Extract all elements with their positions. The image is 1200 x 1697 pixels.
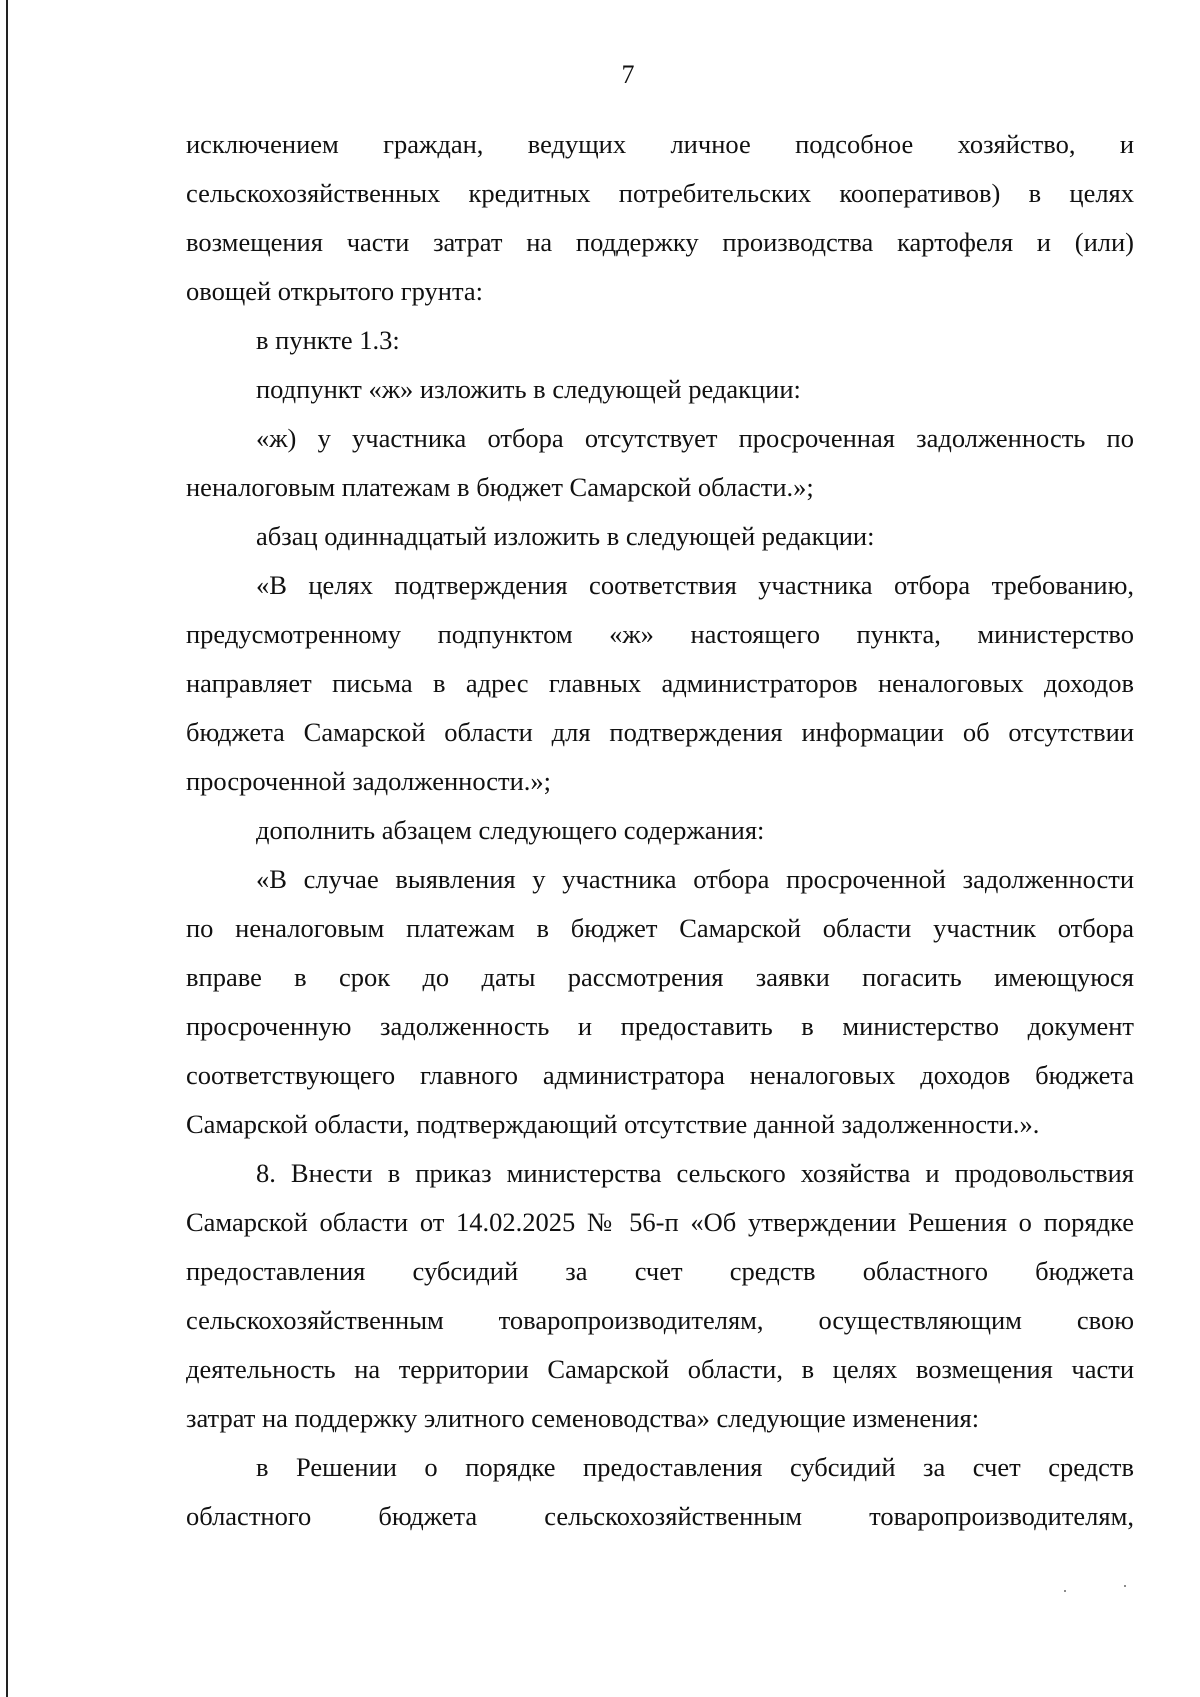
text-line: по неналоговым платежам в бюджет Самарской области участник отбора (186, 913, 1134, 943)
text-line: областного бюджета сельскохозяйственным товаропроизводителям, (186, 1501, 1134, 1531)
paragraph (186, 120, 1134, 316)
text-line: неналоговым платежам в бюджет Самарской области.»; (186, 472, 814, 502)
paragraph (186, 414, 1134, 512)
text-line: Самарской области от 14.02.2025 № 56-п «Об утверждении Решения о порядке (186, 1207, 1134, 1237)
text-line: сельскохозяйственных кредитных потребительских кооперативов) в целях (186, 178, 1134, 208)
text-line: просроченную задолженность и предоставить в министерство документ (186, 1011, 1134, 1041)
document-body (186, 120, 1134, 1541)
text-line: возмещения части затрат на поддержку производства картофеля и (или) (186, 227, 1134, 257)
text-line: затрат на поддержку элитного семеноводства» следующие изменения: (186, 1403, 980, 1433)
text-line: «В случае выявления у участника отбора просроченной задолженности (256, 864, 1134, 894)
text-line: подпункт «ж» изложить в следующей редакции: (256, 374, 801, 404)
paragraph (186, 1149, 1134, 1443)
text-line: направляет письма в адрес главных администраторов неналоговых доходов (186, 668, 1134, 698)
text-line: «ж) у участника отбора отсутствует просроченная задолженность по (256, 423, 1134, 453)
paragraph (186, 1443, 1134, 1541)
paragraph (186, 855, 1134, 1149)
text-line: просроченной задолженности.»; (186, 766, 552, 796)
text-line: в Решении о порядке предоставления субсидий за счет средств (256, 1452, 1134, 1482)
text-line: Самарской области, подтверждающий отсутствие данной задолженности.». (186, 1109, 1040, 1139)
text-line: в пункте 1.3: (256, 325, 400, 355)
text-line: соответствующего главного администратора неналоговых доходов бюджета (186, 1060, 1134, 1090)
page-number: 7 (621, 60, 635, 89)
text-line: предоставления субсидий за счет средств областного бюджета (186, 1256, 1134, 1286)
paragraph (186, 806, 1134, 855)
text-line: вправе в срок до даты рассмотрения заявки погасить имеющуюся (186, 962, 1134, 992)
text-line: исключением граждан, ведущих личное подсобное хозяйство, и (186, 129, 1134, 159)
paragraph (186, 365, 1134, 414)
text-line: 8. Внести в приказ министерства сельского хозяйства и продовольствия (256, 1158, 1134, 1188)
scan-speck (1064, 1590, 1066, 1592)
paragraph (186, 561, 1134, 806)
text-line: деятельность на территории Самарской области, в целях возмещения части (186, 1354, 1134, 1384)
text-line: предусмотренному подпунктом «ж» настоящего пункта, министерство (186, 619, 1134, 649)
scan-speck (1124, 1585, 1126, 1587)
text-line: овощей открытого грунта: (186, 276, 484, 306)
text-line: бюджета Самарской области для подтверждения информации об отсутствии (186, 717, 1134, 747)
page-edge (6, 0, 8, 1697)
text-line: абзац одиннадцатый изложить в следующей редакции: (256, 521, 875, 551)
paragraph (186, 316, 1134, 365)
text-line: дополнить абзацем следующего содержания: (256, 815, 765, 845)
text-line: сельскохозяйственным товаропроизводителям, осуществляющим свою (186, 1305, 1134, 1335)
paragraph (186, 512, 1134, 561)
text-line: «В целях подтверждения соответствия участника отбора требованию, (256, 570, 1134, 600)
